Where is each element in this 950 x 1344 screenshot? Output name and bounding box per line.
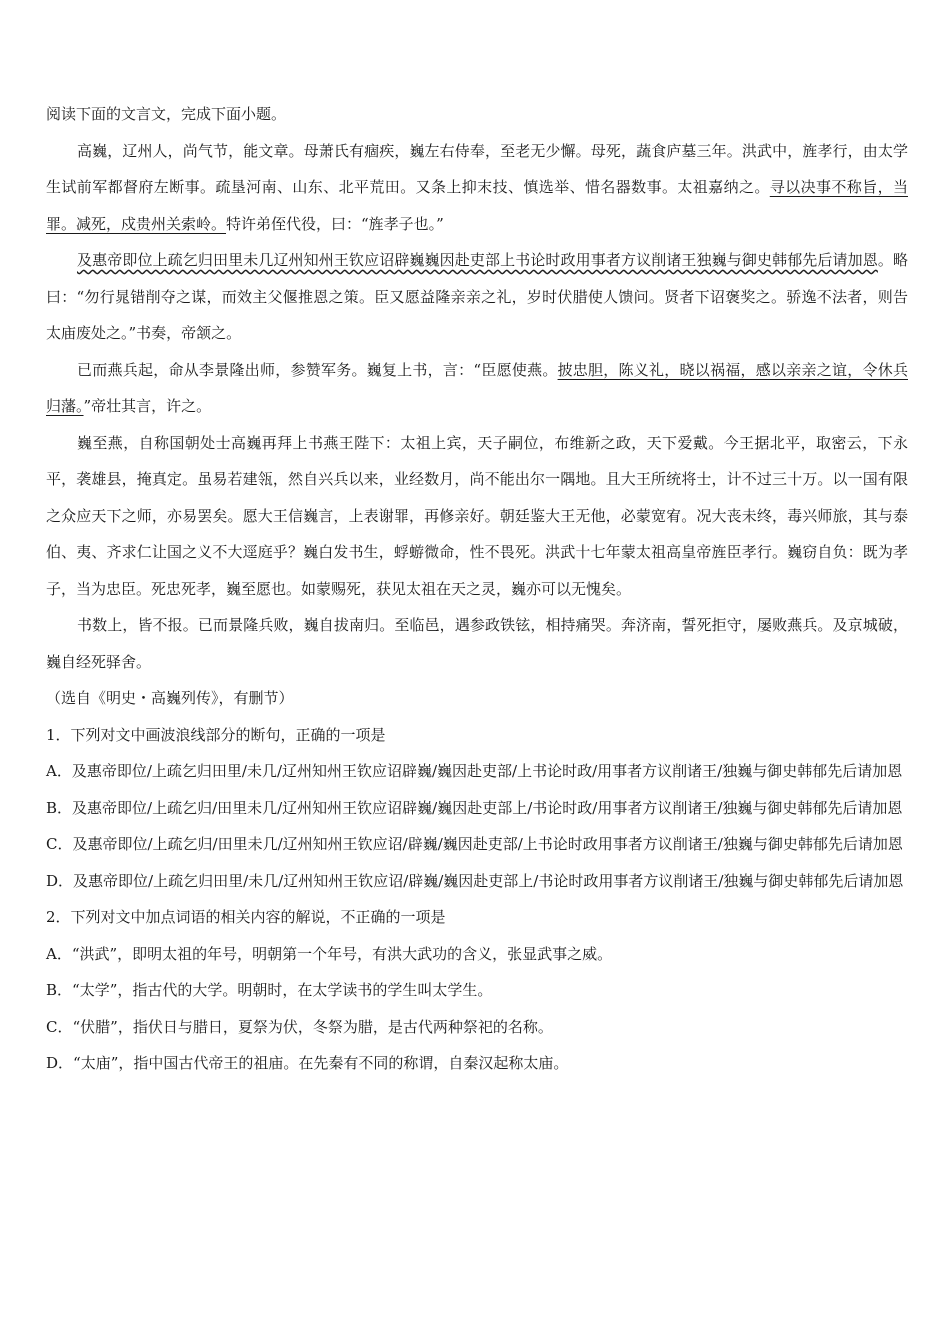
passage-paragraph-1 (46, 133, 908, 243)
question-stem: 2．下列对文中加点词语的相关内容的解说，不正确的一项是 (46, 908, 446, 926)
passage-paragraph-3 (46, 352, 908, 425)
option-d[interactable]: D．“太庙”，指中国古代帝王的祖庙。在先秦有不同的称谓，自秦汉起称太庙。 (46, 1054, 569, 1072)
passage-text: 。略曰：“勿行晁错削夺之谋，而效主父偃推恩之策。臣又愿益隆亲亲之礼，岁时伏腊使人馈问。贤者下诏褒奖之。骄逸不法者，则告太庙废处之。”书奏，帝颔之。 (46, 251, 908, 342)
passage-source: （选自《明史・高巍列传》，有删节） (46, 689, 294, 707)
option-b[interactable]: B．及惠帝即位/上疏乞归/田里未几/辽州知州王钦应诏辟巍/巍因赴吏部上/书论时政/用事者方议削诸王/独巍与御史韩郁先后请加恩 (46, 798, 903, 817)
option-c[interactable]: C．“伏腊”，指伏日与腊日，夏祭为伏，冬祭为腊，是古代两种祭祀的名称。 (46, 1017, 553, 1036)
question-2 (46, 899, 908, 1082)
underlined-sentence: 寻以决事不称旨，当罪。减死，戍贵州关索岭。 (46, 178, 908, 233)
wavy-underlined-sentence: 及惠帝即位上疏乞归田里未几辽州知州王钦应诏辟巍巍因赴吏部上书论时政用事者方议削诸王独巍与御史韩郁先后请加恩 (77, 251, 878, 269)
passage-text: 高巍，辽州人，尚气节，能文章。母萧氏有痼疾，巍左右侍奉，至老无少懈。母死，蔬食庐墓三年。洪武中，旌孝行，由太学生试前军都督府左断事。疏垦河南、山东、北平荒田。又条上抑末技、慎选举、惜名器数事。太祖嘉纳之。 (46, 141, 908, 196)
option-a[interactable]: A．及惠帝即位/上疏乞归田里/未几/辽州知州王钦应诏辟巍/巍因赴吏部/上书论时政/用事者方议削诸王/独巍与御史韩郁先后请加恩 (46, 762, 903, 780)
document-page (46, 96, 908, 1082)
passage-paragraph-4: 巍至燕，自称国朝处士高巍再拜上书燕王陛下：太祖上宾，天子嗣位，布维新之政，天下爱戴。今王据北平，取密云，下永平，袭雄县，掩真定。虽易若建瓴，然自兴兵以来，业经数月，尚不能出尔一隅地。且大王所统将士，计不过三十万。以一国有限之众应天下之师，亦易罢矣。愿大王信巍言，上表谢罪，再修亲好。朝廷鉴大王无他，必蒙宽宥。况大丧未终，毒兴师旅，其与泰伯、夷、齐求仁让国之义不大逕庭乎？巍白发书生，蜉蝣微命，性不畏死。洪武十七年蒙太祖高皇帝旌臣孝行。巍窃自负：既为孝子，当为忠臣。死忠死孝，巍至愿也。如蒙赐死，获见太祖在天之灵，巍亦可以无愧矣。 (46, 433, 908, 598)
question-1 (46, 717, 908, 900)
passage-paragraph-5: 书数上，皆不报。已而景隆兵败，巍自拔南归。至临邑，遇参政铁铉，相持痛哭。奔济南，誓死拒守，屡败燕兵。及京城破，巍自经死驿舍。 (46, 616, 908, 671)
question-stem: 1．下列对文中画波浪线部分的断句，正确的一项是 (46, 725, 386, 744)
underlined-sentence: 披忠胆，陈义礼，晓以祸福，感以亲亲之谊，令休兵归藩。 (46, 360, 908, 415)
passage-text: ”帝壮其言，许之。 (83, 397, 212, 415)
instruction: 阅读下面的文言文，完成下面小题。 (46, 105, 287, 123)
option-c[interactable]: C．及惠帝即位/上疏乞归/田里未几/辽州知州王钦应诏/辟巍/巍因赴吏部/上书论时政用事者方议削诸王/独巍与御史韩郁先后请加恩 (46, 835, 903, 853)
passage-text: 特许弟侄代役，曰：“旌孝子也。” (226, 214, 444, 233)
option-d[interactable]: D．及惠帝即位/上疏乞归田里/未几/辽州知州王钦应诏/辟巍/巍因赴吏部上/书论时政用事者方议削诸王/独巍与御史韩郁先后请加恩 (46, 871, 904, 890)
option-b[interactable]: B．“太学”，指古代的大学。明朝时，在太学读书的学生叫太学生。 (46, 981, 493, 999)
passage-text: 已而燕兵起，命从李景隆出师，参赞军务。巍复上书，言：“臣愿使燕。 (77, 360, 558, 379)
passage-paragraph-2 (46, 242, 908, 352)
option-a[interactable]: A．“洪武”，即明太祖的年号，明朝第一个年号，有洪大武功的含义，张显武事之威。 (46, 944, 613, 963)
